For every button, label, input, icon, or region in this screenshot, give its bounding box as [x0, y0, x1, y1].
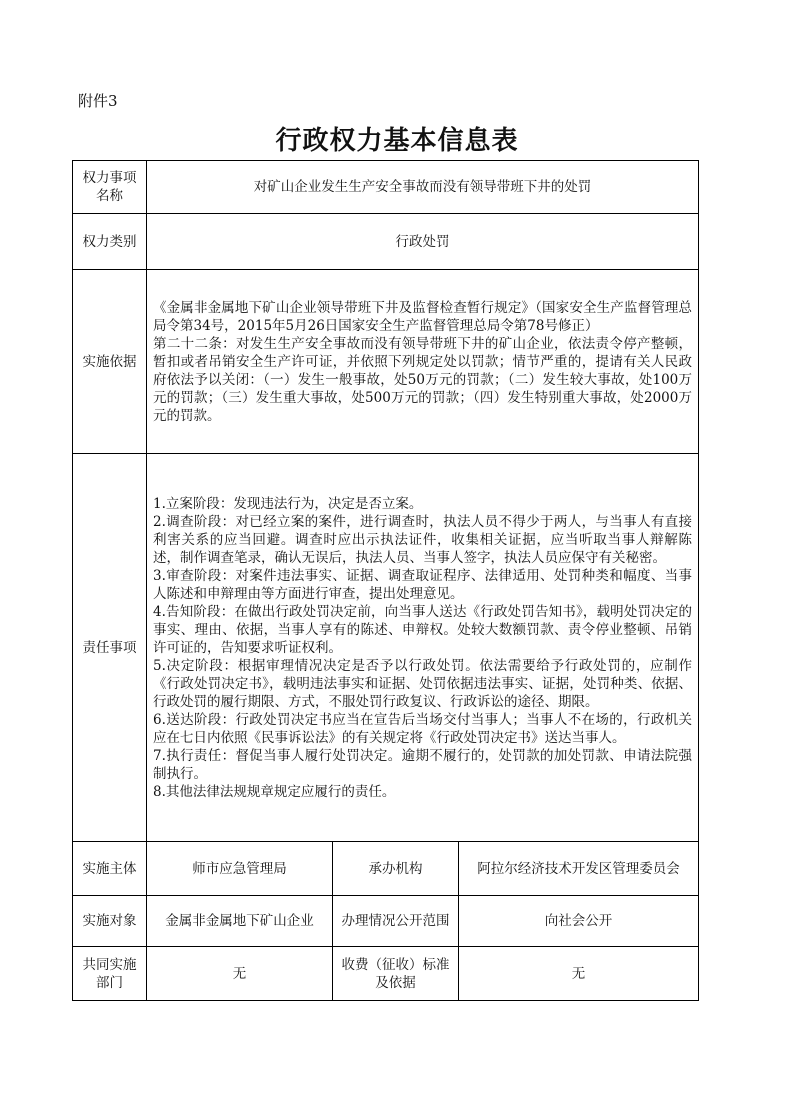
- info-table: [72, 160, 699, 1001]
- responsibility-item: 5.决定阶段：根据审理情况决定是否予以行政处罚。依法需要给予行政处罚的，应制作《行政处罚决定书》，载明违法事实和证据、处罚依据违法事实、证据，处罚种类、依据、行政处罚的履行期限、方式，不服处罚行政复议、行政诉讼的途径、期限。: [153, 657, 693, 710]
- category-value: 行政处罚: [147, 214, 699, 270]
- basis-paragraph: 《金属非金属地下矿山企业领导带班下井及监督检查暂行规定》（国家安全生产监督管理总局令第34号，2015年5月26日国家安全生产监督管理总局令第78号修正）: [153, 299, 693, 334]
- row-responsibility: [73, 454, 699, 842]
- responsibility-item: 4.告知阶段：在做出行政处罚决定前，向当事人送达《行政处罚告知书》，载明处罚决定的事实、理由、依据，当事人享有的陈述、申辩权。处较大数额罚款、责令停业整顿、吊销许可证的，告知要求听证权利。: [153, 603, 693, 656]
- item-name-label: 权力事项名称: [73, 161, 147, 214]
- responsibility-item: 6.送达阶段：行政处罚决定书应当在宣告后当场交付当事人；当事人不在场的，行政机关应在七日内依照《民事诉讼法》的有关规定将《行政处罚决定书》送达当事人。: [153, 711, 693, 746]
- responsibility-item: 7.执行责任：督促当事人履行处罚决定。逾期不履行的，处罚款的加处罚款、申请法院强制执行。: [153, 747, 693, 782]
- row-joint: [73, 947, 699, 1001]
- row-subject: [73, 842, 699, 896]
- responsibility-content: [147, 454, 699, 842]
- fee-label: 收费（征收）标准及依据: [333, 947, 459, 1001]
- basis-label: 实施依据: [73, 270, 147, 454]
- responsibility-item: 8.其他法律法规规章规定应履行的责任。: [153, 783, 396, 800]
- disclosure-value: 向社会公开: [459, 896, 699, 947]
- page-title: 行政权力基本信息表: [275, 126, 519, 156]
- basis-paragraph: 第二十二条：对发生生产安全事故而没有领导带班下井的矿山企业，依法责令停产整顿，暂扣或者吊销安全生产许可证，并依照下列规定处以罚款；情节严重的，提请有关人民政府依法予以关闭：（一）发生一般事故，处50万元的罚款；（二）发生较大事故，处100万元的罚款；（三）发生重大事故，处500万元的罚款；（四）发生特别重大事故，处2000万元的罚款。: [153, 335, 693, 424]
- responsibility-item: 3.审查阶段：对案件违法事实、证据、调查取证程序、法律适用、处罚种类和幅度、当事人陈述和申辩理由等方面进行审查，提出处理意见。: [153, 567, 693, 602]
- subject-label: 实施主体: [73, 842, 147, 896]
- responsibility-label: 责任事项: [73, 454, 147, 842]
- disclosure-label: 办理情况公开范围: [333, 896, 459, 947]
- responsibility-item: 1.立案阶段：发现违法行为，决定是否立案。: [153, 495, 423, 512]
- subject-value: 师市应急管理局: [147, 842, 333, 896]
- row-target: [73, 896, 699, 947]
- responsibility-item: 2.调查阶段：对已经立案的案件，进行调查时，执法人员不得少于两人，与当事人有直接利害关系的应当回避。调查时应出示执法证件，收集相关证据，应当听取当事人辩解陈述，制作调查笔录，确认无误后，执法人员、当事人签字，执法人员应保守有关秘密。: [153, 513, 693, 566]
- joint-label: 共同实施部门: [73, 947, 147, 1001]
- fee-value: 无: [459, 947, 699, 1001]
- agency-label: 承办机构: [333, 842, 459, 896]
- category-label: 权力类别: [73, 214, 147, 270]
- joint-value: 无: [147, 947, 333, 1001]
- row-basis: [73, 270, 699, 454]
- item-name-value: 对矿山企业发生生产安全事故而没有领导带班下井的处罚: [147, 161, 699, 214]
- agency-value: 阿拉尔经济技术开发区管理委员会: [459, 842, 699, 896]
- target-label: 实施对象: [73, 896, 147, 947]
- basis-content: [147, 270, 699, 454]
- row-item-name: [73, 161, 699, 214]
- attachment-label: 附件3: [78, 92, 118, 110]
- target-value: 金属非金属地下矿山企业: [147, 896, 333, 947]
- row-category: [73, 214, 699, 270]
